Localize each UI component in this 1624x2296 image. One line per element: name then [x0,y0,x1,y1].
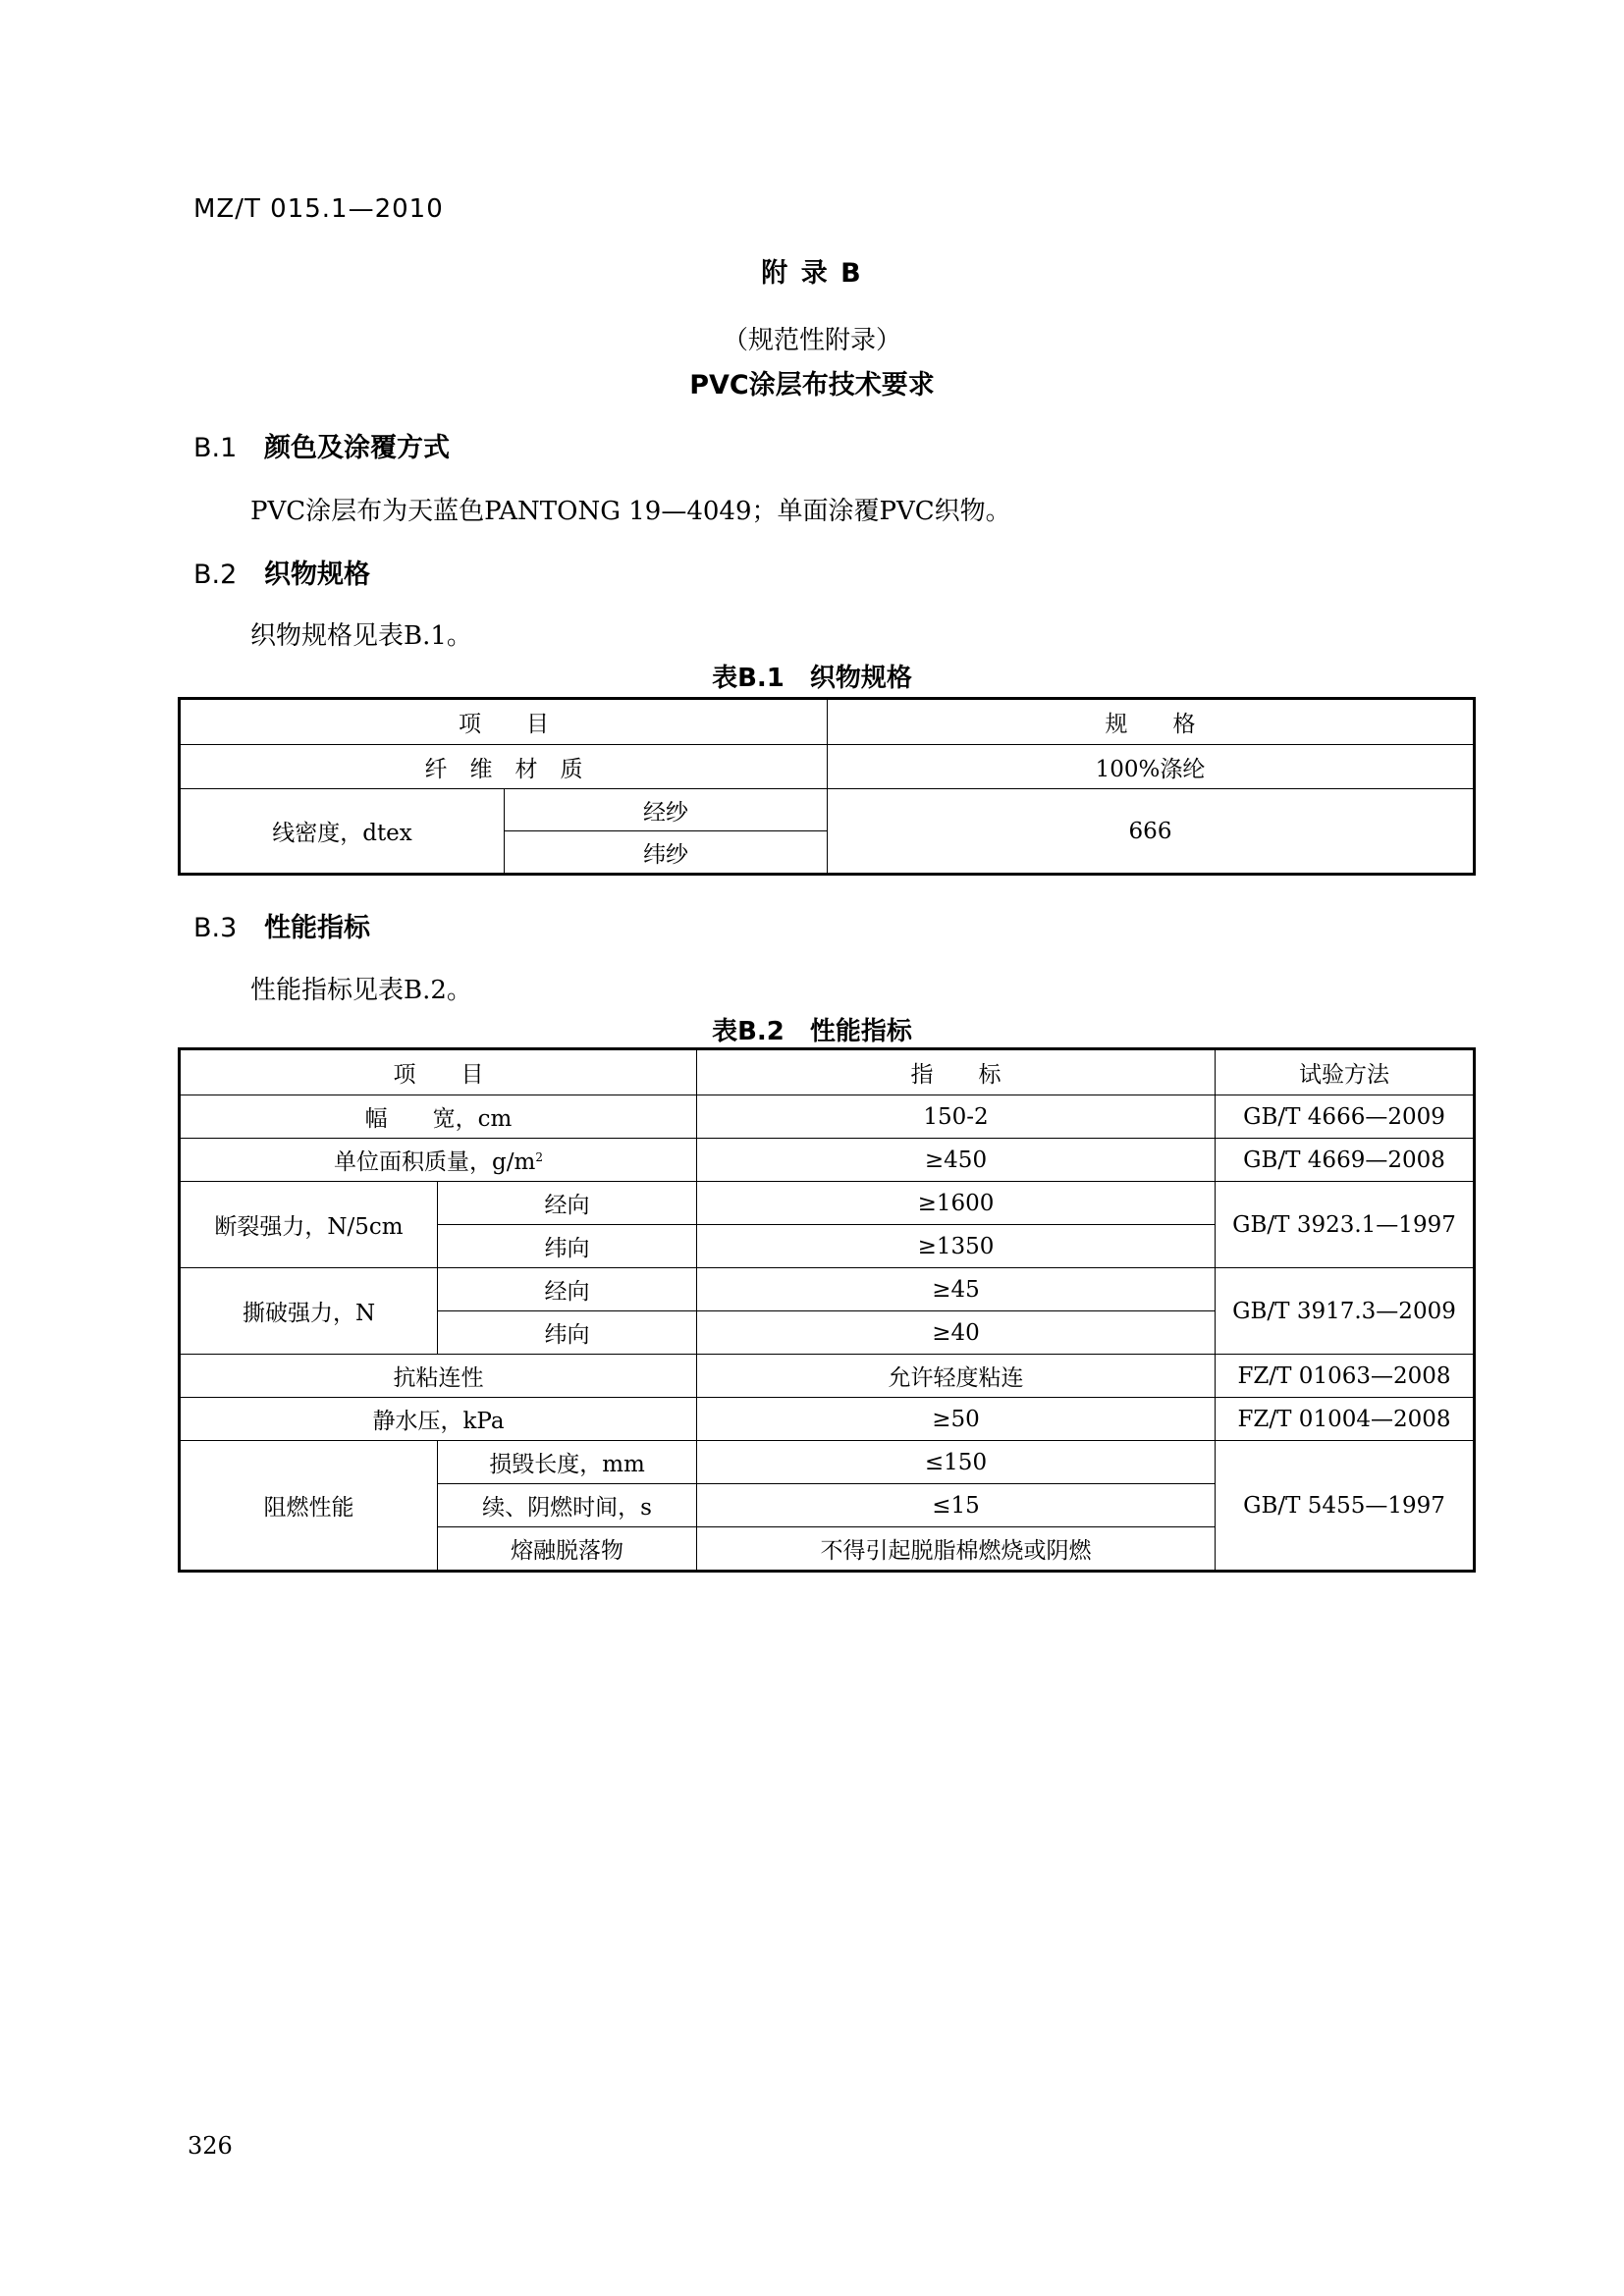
table-row [180,1398,1475,1441]
table-row [180,1139,1475,1182]
table-header-row [180,1049,1475,1095]
section-heading-b2 [193,553,370,591]
section-b3-text: 性能指标见表B.2。 [250,976,472,1005]
section-number: B.3 [193,913,238,943]
hydro-label: 静水压，kPa [180,1398,697,1441]
flame-drip-value: 不得引起脱脂棉燃烧或阴燃 [697,1527,1216,1572]
flame-damage-label: 损毁长度，mm [438,1441,697,1484]
density-label: 线密度，dtex [180,789,505,875]
flame-label: 阻燃性能 [180,1441,438,1572]
table-row [180,1355,1475,1398]
width-value: 150-2 [697,1095,1216,1139]
header-index: 指 标 [697,1049,1216,1095]
mass-label-sup: 2 [535,1150,543,1164]
table-fabric-spec [178,697,1476,876]
header-item: 项 目 [180,1049,697,1095]
table-header-row [180,699,1475,745]
adhesion-value: 允许轻度粘连 [697,1355,1216,1398]
section-title: 颜色及涂覆方式 [264,433,450,463]
table-row [180,1182,1475,1225]
fiber-value: 100%涤纶 [828,745,1475,789]
flame-method: GB/T 5455—1997 [1216,1441,1475,1572]
density-warp-label: 经纱 [505,789,828,831]
section-title: 织物规格 [264,560,370,590]
tearing-weft-value: ≥40 [697,1311,1216,1355]
mass-label-text: 单位面积质量，g/m [334,1149,536,1175]
density-value: 666 [828,789,1475,875]
document-code: MZ/T 015.1—2010 [193,194,444,224]
adhesion-method: FZ/T 01063—2008 [1216,1355,1475,1398]
table-row [180,745,1475,789]
table-row [180,1441,1475,1484]
hydro-value: ≥50 [697,1398,1216,1441]
section-heading-b1 [193,426,450,464]
adhesion-label: 抗粘连性 [180,1355,697,1398]
section-heading-b3 [193,906,370,944]
section-number: B.2 [193,560,238,590]
table-row [180,1268,1475,1311]
mass-method: GB/T 4669—2008 [1216,1139,1475,1182]
flame-time-label: 续、阴燃时间，s [438,1484,697,1527]
tearing-warp-value: ≥45 [697,1268,1216,1311]
hydro-method: FZ/T 01004—2008 [1216,1398,1475,1441]
page-number: 326 [188,2132,233,2160]
breaking-warp-value: ≥1600 [697,1182,1216,1225]
density-weft-label: 纬纱 [505,831,828,875]
tearing-weft-label: 纬向 [438,1311,697,1355]
appendix-title: 附 录 B [761,258,863,289]
tearing-warp-label: 经向 [438,1268,697,1311]
section-title: 性能指标 [264,913,370,943]
header-method: 试验方法 [1216,1049,1475,1095]
fiber-label: 纤 维 材 质 [180,745,828,789]
breaking-label: 断裂强力，N/5cm [180,1182,438,1268]
appendix-subtitle: （规范性附录） [722,326,901,355]
header-spec: 规 格 [828,699,1475,745]
table1-caption: 表B.1 织物规格 [712,664,912,693]
tearing-method: GB/T 3917.3—2009 [1216,1268,1475,1355]
table-row [180,789,1475,831]
table-row [180,1095,1475,1139]
table-performance [178,1047,1476,1573]
breaking-weft-value: ≥1350 [697,1225,1216,1268]
flame-drip-label: 熔融脱落物 [438,1527,697,1572]
section-number: B.1 [193,433,238,463]
flame-damage-value: ≤150 [697,1441,1216,1484]
breaking-warp-label: 经向 [438,1182,697,1225]
tearing-label: 撕破强力，N [180,1268,438,1355]
breaking-method: GB/T 3923.1—1997 [1216,1182,1475,1268]
breaking-weft-label: 纬向 [438,1225,697,1268]
mass-label [180,1139,697,1182]
section-b2-text: 织物规格见表B.1。 [250,621,472,651]
table2-caption: 表B.2 性能指标 [712,1017,912,1046]
section-b1-text: PVC涂层布为天蓝色PANTONG 19—4049；单面涂覆PVC织物。 [250,497,1011,526]
mass-value: ≥450 [697,1139,1216,1182]
flame-time-value: ≤15 [697,1484,1216,1527]
width-label: 幅 宽，cm [180,1095,697,1139]
header-item: 项 目 [180,699,828,745]
width-method: GB/T 4666—2009 [1216,1095,1475,1139]
appendix-name: PVC涂层布技术要求 [689,370,935,400]
